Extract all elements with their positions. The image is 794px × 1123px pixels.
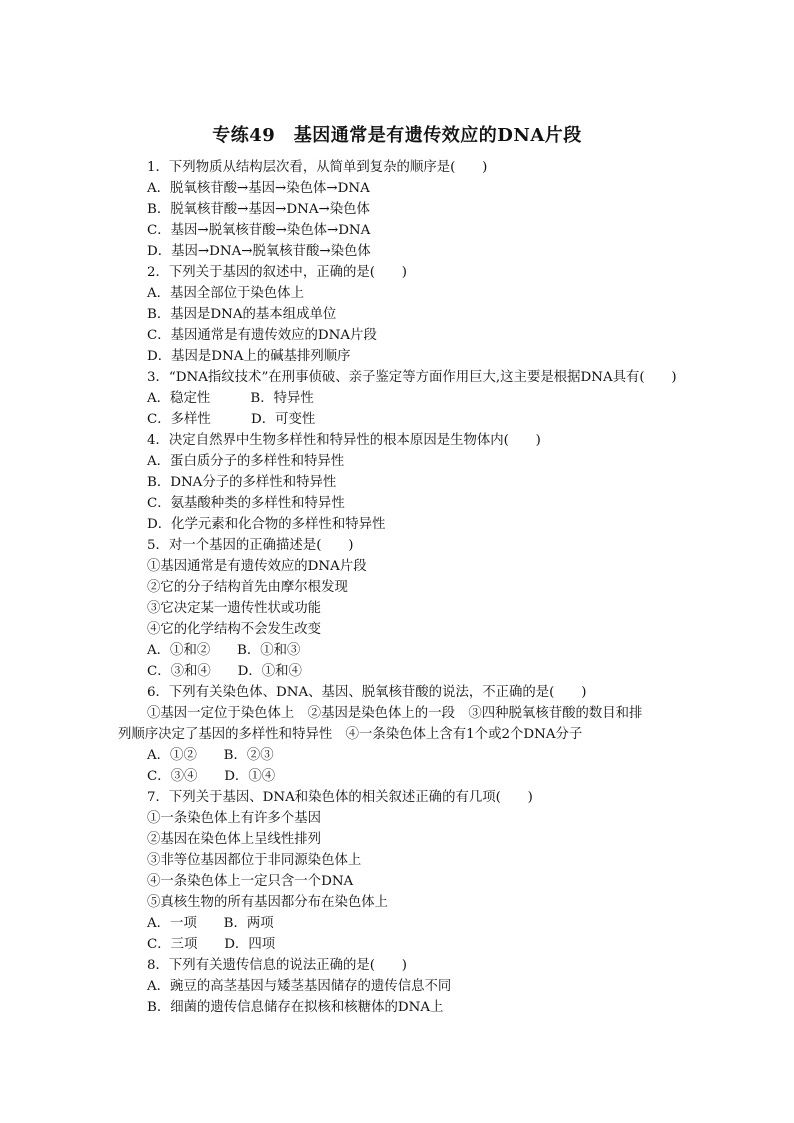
q7-statement-1: ①一条染色体上有许多个基因 [147, 811, 322, 826]
q1-option-d: D．基因→DNA→脱氧核苷酸→染色体 [147, 244, 371, 259]
q5-statement-1: ①基因通常是有遗传效应的DNA片段 [147, 559, 367, 574]
q7-options-ab: A．一项 B．两项 [147, 916, 274, 931]
q2-option-d: D．基因是DNA上的碱基排列顺序 [147, 349, 351, 364]
question-2-stem: 2．下列关于基因的叙述中，正确的是( ) [147, 265, 407, 280]
q2-option-b: B．基因是DNA的基本组成单位 [147, 307, 337, 322]
q5-statement-2: ②它的分子结构首先由摩尔根发现 [147, 580, 348, 595]
question-3-stem: 3．“DNA指纹技术”在刑事侦破、亲子鉴定等方面作用巨大,这主要是根据DNA具有( ) [147, 370, 677, 385]
q2-option-c: C．基因通常是有遗传效应的DNA片段 [147, 328, 377, 343]
q6-statements: ①基因一定位于染色体上 ②基因是染色体上的一段 ③四种脱氧核苷酸的数目和排 [147, 706, 643, 721]
question-5-stem: 5．对一个基因的正确描述是( ) [147, 538, 354, 553]
question-1-stem: 1．下列物质从结构层次看，从简单到复杂的顺序是( ) [147, 160, 488, 175]
q5-options-ab: A．①和② B．①和③ [147, 643, 301, 658]
q8-option-b: B．细菌的遗传信息储存在拟核和核糖体的DNA上 [147, 1000, 444, 1015]
q6-options-ab: A．①② B．②③ [147, 748, 274, 763]
q7-statement-4: ④一条染色体上一定只含一个DNA [147, 874, 354, 889]
q7-options-cd: C．三项 D．四项 [147, 937, 276, 952]
q3-options-ab: A．稳定性 B．特异性 [147, 391, 314, 406]
q7-statement-3: ③非等位基因都位于非同源染色体上 [147, 853, 362, 868]
question-6-stem: 6．下列有关染色体、DNA、基因、脱氧核苷酸的说法，不正确的是( ) [147, 685, 587, 700]
q1-option-c: C．基因→脱氧核苷酸→染色体→DNA [147, 223, 371, 238]
q6-options-cd: C．③④ D．①④ [147, 769, 276, 784]
q4-option-c: C．氨基酸种类的多样性和特异性 [147, 496, 345, 511]
question-8-stem: 8．下列有关遗传信息的说法正确的是( ) [147, 958, 407, 973]
q7-statement-2: ②基因在染色体上呈线性排列 [147, 832, 322, 847]
q5-options-cd: C．③和④ D．①和④ [147, 664, 302, 679]
q4-option-d: D．化学元素和化合物的多样性和特异性 [147, 517, 386, 532]
question-7-stem: 7．下列关于基因、DNA和染色体的相关叙述正确的有几项( ) [147, 790, 533, 805]
q4-option-b: B．DNA分子的多样性和特异性 [147, 475, 337, 490]
q2-option-a: A．基因全部位于染色体上 [147, 286, 304, 301]
q7-statement-5: ⑤真核生物的所有基因都分布在染色体上 [147, 895, 389, 910]
q3-options-cd: C．多样性 D．可变性 [147, 412, 316, 427]
q1-option-b: B．脱氧核苷酸→基因→DNA→染色体 [147, 202, 370, 217]
page-title: 专练49 基因通常是有遗传效应的DNA片段 [212, 125, 582, 146]
q8-option-a: A．豌豆的高茎基因与矮茎基因储存的遗传信息不同 [147, 979, 452, 994]
q5-statement-4: ④它的化学结构不会发生改变 [147, 622, 322, 637]
question-4-stem: 4．决定自然界中生物多样性和特异性的根本原因是生物体内( ) [147, 433, 541, 448]
q6-statements-continued: 列顺序决定了基因的多样性和特异性 ④一条染色体上含有1个或2个DNA分子 [118, 727, 583, 742]
q5-statement-3: ③它决定某一遗传性状或功能 [147, 601, 322, 616]
q1-option-a: A．脱氧核苷酸→基因→染色体→DNA [147, 181, 370, 196]
q4-option-a: A．蛋白质分子的多样性和特异性 [147, 454, 345, 469]
